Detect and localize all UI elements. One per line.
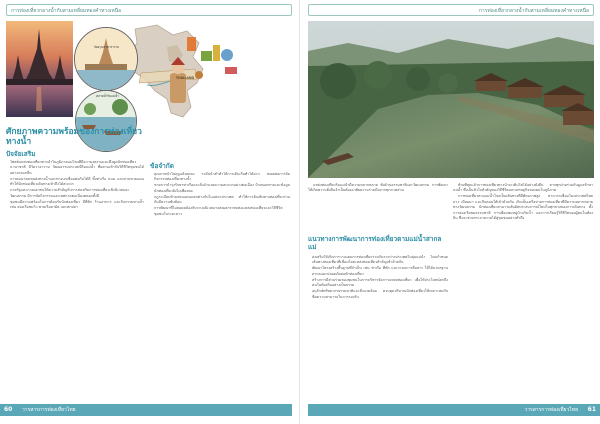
river-photo — [308, 21, 594, 178]
map-label-thailand: THAILAND — [175, 76, 195, 80]
left-col1-bullet: • การคมนาคมขนส่งทางน้ำและทางบกเชื่อมต่อกันได้ดี ทั้งท่าเรือ ถนน และด่านชายแดน ทำให้นักท่องเที่ยวเดินทางเข้าถึงได้สะดวก — [10, 177, 144, 188]
right-col1-bullet: • พัฒนาโครงสร้างพื้นฐานที่จำเป็น เช่น ท่าเรือ ที่พัก และระบบการสื่อสาร ให้ได้มาตรฐานสากลและปลอดภัยต่อนักท่องเที่ยว — [312, 266, 448, 277]
left-col2-bullet: • ขาดการบำรุงรักษาท่าเรือและสิ่งอำนวยความสะดวกอย่างต่อเนื่อง ป้ายบอกทางและข้อมูลนักท่องเที่ยวยังไม่เพียงพอ — [154, 183, 290, 194]
page-number-left: 60 — [4, 406, 13, 413]
running-header-right: การท่องเที่ยวกลางน้ำกับสามเหลี่ยมทองคำทางเหนือ — [308, 4, 594, 16]
subhead-supporting-factors: ปัจจัยเสริม — [6, 150, 36, 158]
right-column-1-intro — [308, 183, 448, 233]
page-number-right: 61 — [587, 406, 596, 413]
right-col1-intro-paragraph: แหล่งท่องเที่ยวริมแม่น้ำมีความหลากหลาย ทั้งด้านธรรมชาติและวัฒนธรรม การพัฒนาให้เกิดความยั่งยืนจำเป็นต้องอาศัยความร่วมมือจากทุกภาคส่วน — [308, 183, 448, 193]
temple-photo-graphic — [6, 21, 73, 117]
right-col1-bullet: • สร้างการมีส่วนร่วมของชุมชนในการบริหารจัดการแหล่งท่องเที่ยว เพื่อให้ประโยชน์ตกถึงคนในท้องถิ่นอย่างเป็นธรรม — [312, 278, 448, 289]
right-col2-paragraph: ท้ายที่สุดแล้วการท่องเที่ยวทางน้ำจะเติบโตได้อย่างยั่งยืน หากทุกฝ่ายร่วมกันดูแลรักษาแม่น้ำ ซึ่งเป็นหัวใจสำคัญของวิถีชีวิตและเศรษฐกิจของคนในภูมิภาค — [453, 183, 593, 193]
left-col1-bullet: • ชุมชนมีความพร้อมในการต้อนรับนักท่องเที่ยว มีที่พัก ร้านอาหาร และกิจกรรมทางน้ำ เช่น ล่องเรือชมวิว พายเรือคายัค และตกปลา — [10, 200, 144, 211]
right-col1-bullet: • อนุรักษ์ทรัพยากรธรรมชาติและสิ่งแวดล้อม ควบคุมปริมาณนักท่องเที่ยวให้เหมาะสมกับขีดความสามารถในการรองรับ — [312, 289, 448, 300]
right-col1-bullet: • ส่งเสริมให้เกิดการวางแผนการท่องเที่ยวร่วมกันระหว่างประเทศในลุ่มแม่น้ำ โดยกำหนดเส้นทางท่องเที่ยวที่เชื่อมโยงแหล่งท่องเที่ยวสำคัญเข้าด้วยกัน — [312, 255, 448, 266]
subhead-development-guidelines: แนวทางการพัฒนาการท่องเที่ยวตามแม่น้ำสากลแม่ — [308, 235, 442, 251]
right-column-2-text — [453, 183, 593, 398]
map-inset-caption-2: ตลาดน้ำริมแม่น้ำ — [96, 94, 119, 98]
temple-photo — [6, 21, 73, 117]
left-column-1-text — [6, 160, 144, 398]
map-inset-circle-1 — [74, 27, 138, 91]
right-page — [300, 0, 600, 424]
right-col2-paragraph: การท่องเที่ยวตามแม่น้ำโขงเป็นเส้นทางที่มีศักยภาพสูง สามารถเชื่อมโยงประเทศไทย ลาว เมียนมา และจีนตอนใต้เข้าด้วยกัน เกิดเป็นเครือข่ายการท่องเที่ยวที่มีความหลากหลายทางวัฒนธรรม นักท่องเที่ยวสามารถสัมผัสประสบการณ์ใหม่ในทุกช่วงของการเดินทาง ทั้งการล่องเรือชมธรรมชาติ การเยี่ยมชมหมู่บ้านริมน้ำ และการเรียนรู้วิถีชีวิตของผู้คนในท้องถิ่น ซึ่งจะช่วยกระจายรายได้สู่ชุมชนอย่างทั่วถึง — [453, 194, 593, 221]
left-col2-bullet: • คุณภาพน้ำในฤดูแล้งลดลง ระดับน้ำต่ำทำให้การเดินเรือทำได้ยาก ส่งผลต่อการจัดกิจกรรมท่องเที่ยวทางน้ำ — [154, 172, 290, 183]
subhead-limitations: ข้อจำกัด — [150, 162, 174, 170]
left-col2-bullet: • กฎระเบียบข้ามพรมแดนแตกต่างกันในแต่ละประเทศ ทำให้การจัดเส้นทางท่องเที่ยวร่วมกันมีความซับซ้อน — [154, 195, 290, 206]
inset-graphic-1 — [75, 28, 137, 90]
right-column-1-text — [308, 255, 448, 398]
section-heading: ศักยภาพความพร้อมของการท่องเที่ยวทางน้ำ — [6, 127, 142, 147]
river-photo-graphic — [308, 21, 594, 178]
left-col2-bullet: • การพัฒนาที่ไม่สอดคล้องกับระบบนิเวศอาจส่งผลกระทบต่อแหล่งท่องเที่ยวและวิถีชีวิตชุมชนในระยะยาว — [154, 206, 290, 217]
map-inset-caption-1: วัดอรุณราชวราราม — [93, 45, 120, 49]
left-column-2-text — [150, 172, 290, 398]
footer-publication-right: วารสารการท่องเที่ยวไทย — [524, 407, 578, 413]
running-header-left: การท่องเที่ยวกลางน้ำกับสามเหลี่ยมทองคำทางเหนือ — [6, 4, 292, 16]
left-col1-bullet: • โพสต์แหล่งท่องเที่ยวทางน้ำในภูมิภาคแม่โขงที่มีความงดงามและดึงดูดนักท่องเที่ยวนานาชาติ มีวัดวาอาราม วัฒนธรรมประเพณีริมแม่น้ำ ที่ผสานเข้ากับวิถีชีวิตชุมชนได้อย่างกลมกลืน — [10, 160, 144, 176]
footer-bar-left — [0, 404, 292, 416]
footer-bar-right — [308, 404, 600, 416]
footer-publication-left: วารสารการท่องเที่ยวไทย — [22, 407, 76, 413]
left-col1-bullet: • ภาครัฐและภาคเอกชนให้ความสำคัญกับการส่งเสริมการท่องเที่ยวเชิงนิเวศและวัฒนธรรม มีการจัดกิจกรรมและเทศกาลต่อเนื่องตลอดทั้งปี — [10, 188, 144, 199]
